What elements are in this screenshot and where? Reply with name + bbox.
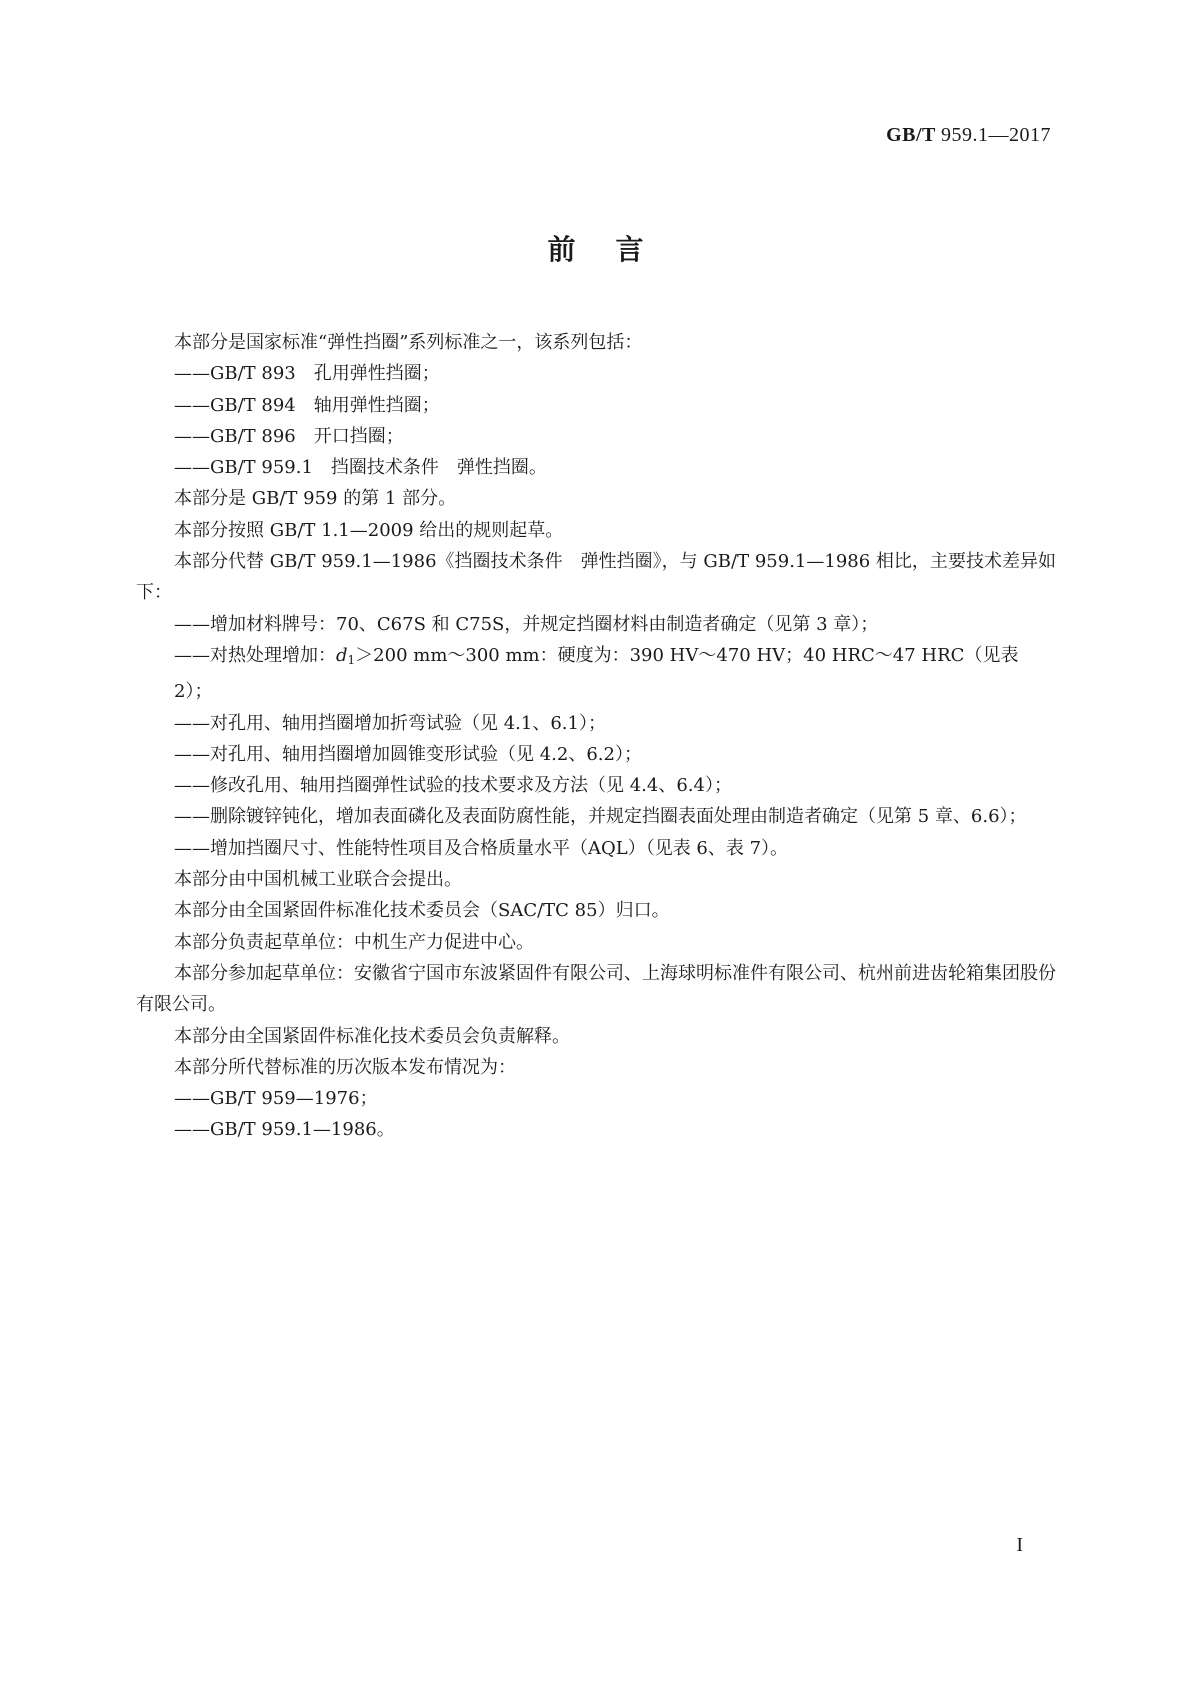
history-intro: 本部分所代替标准的历次版本发布情况为： [174, 1056, 516, 1078]
proposed-by: 本部分由中国机械工业联合会提出。 [174, 869, 462, 891]
foreword-body [136, 327, 1056, 1146]
heat-treatment-prefix: ——对热处理增加： [174, 644, 336, 666]
series-item: ——GB/T 894 轴用弹性挡圈； [174, 394, 440, 416]
interpretation: 本部分由全国紧固件标准化技术委员会负责解释。 [174, 1025, 570, 1047]
standard-code-prefix: GB/T [886, 124, 936, 146]
change-item: ——增加挡圈尺寸、性能特性项目及合格质量水平（AQL）（见表 6、表 7）。 [174, 837, 789, 859]
series-item: ——GB/T 959.1 挡圈技术条件 弹性挡圈。 [174, 457, 547, 479]
series-intro: 本部分是国家标准“弹性挡圈”系列标准之一，该系列包括： [174, 332, 643, 353]
series-item: ——GB/T 893 孔用弹性挡圈； [174, 363, 440, 385]
drafting-rules: 本部分按照 GB/T 1.1—2009 给出的规则起草。 [174, 519, 564, 541]
change-item: ——删除镀锌钝化，增加表面磷化及表面防腐性能，并规定挡圈表面处理由制造者确定（见第 5 章、6.6）； [174, 806, 1027, 828]
history-item: ——GB/T 959—1976； [174, 1088, 378, 1110]
series-item: ——GB/T 896 开口挡圈； [174, 425, 404, 447]
history-item: ——GB/T 959.1—1986。 [174, 1119, 395, 1141]
change-item: ——对孔用、轴用挡圈增加折弯试验（见 4.1、6.1）； [174, 712, 606, 734]
change-item: ——修改孔用、轴用挡圈弹性试验的技术要求及方法（见 4.4、6.4）； [174, 775, 732, 797]
replaces-statement: 本部分代替 GB/T 959.1—1986《挡圈技术条件 弹性挡圈》，与 GB/T 959.1—1986 相比，主要技术差异如下： [136, 551, 1056, 604]
managed-by: 本部分由全国紧固件标准化技术委员会（SAC/TC 85）归口。 [174, 900, 670, 922]
standard-code-number: 959.1—2017 [941, 124, 1051, 146]
participating-drafters: 本部分参加起草单位：安徽省宁国市东波紧固件有限公司、上海球明标准件有限公司、杭州前进齿轮箱集团股份有限公司。 [136, 962, 1056, 1016]
change-item-heat-treatment [136, 640, 1056, 708]
heat-treatment-rest: ＞200 mm～300 mm：硬度为：390 HV～470 HV；40 HRC～47 HRC（见表 2）； [174, 644, 1019, 703]
change-item: ——增加材料牌号：70、C67S 和 C75S，并规定挡圈材料由制造者确定（见第 3 章）； [174, 613, 879, 635]
part-statement: 本部分是 GB/T 959 的第 1 部分。 [174, 488, 457, 510]
lead-drafter: 本部分负责起草单位：中机生产力促进中心。 [174, 931, 534, 953]
diameter-symbol: d [336, 644, 348, 666]
change-item: ——对孔用、轴用挡圈增加圆锥变形试验（见 4.2、6.2）； [174, 743, 642, 765]
standard-code [886, 124, 1051, 147]
diameter-subscript: 1 [347, 652, 356, 667]
page-number: I [1016, 1534, 1023, 1556]
page-title: 前言 [547, 233, 684, 266]
